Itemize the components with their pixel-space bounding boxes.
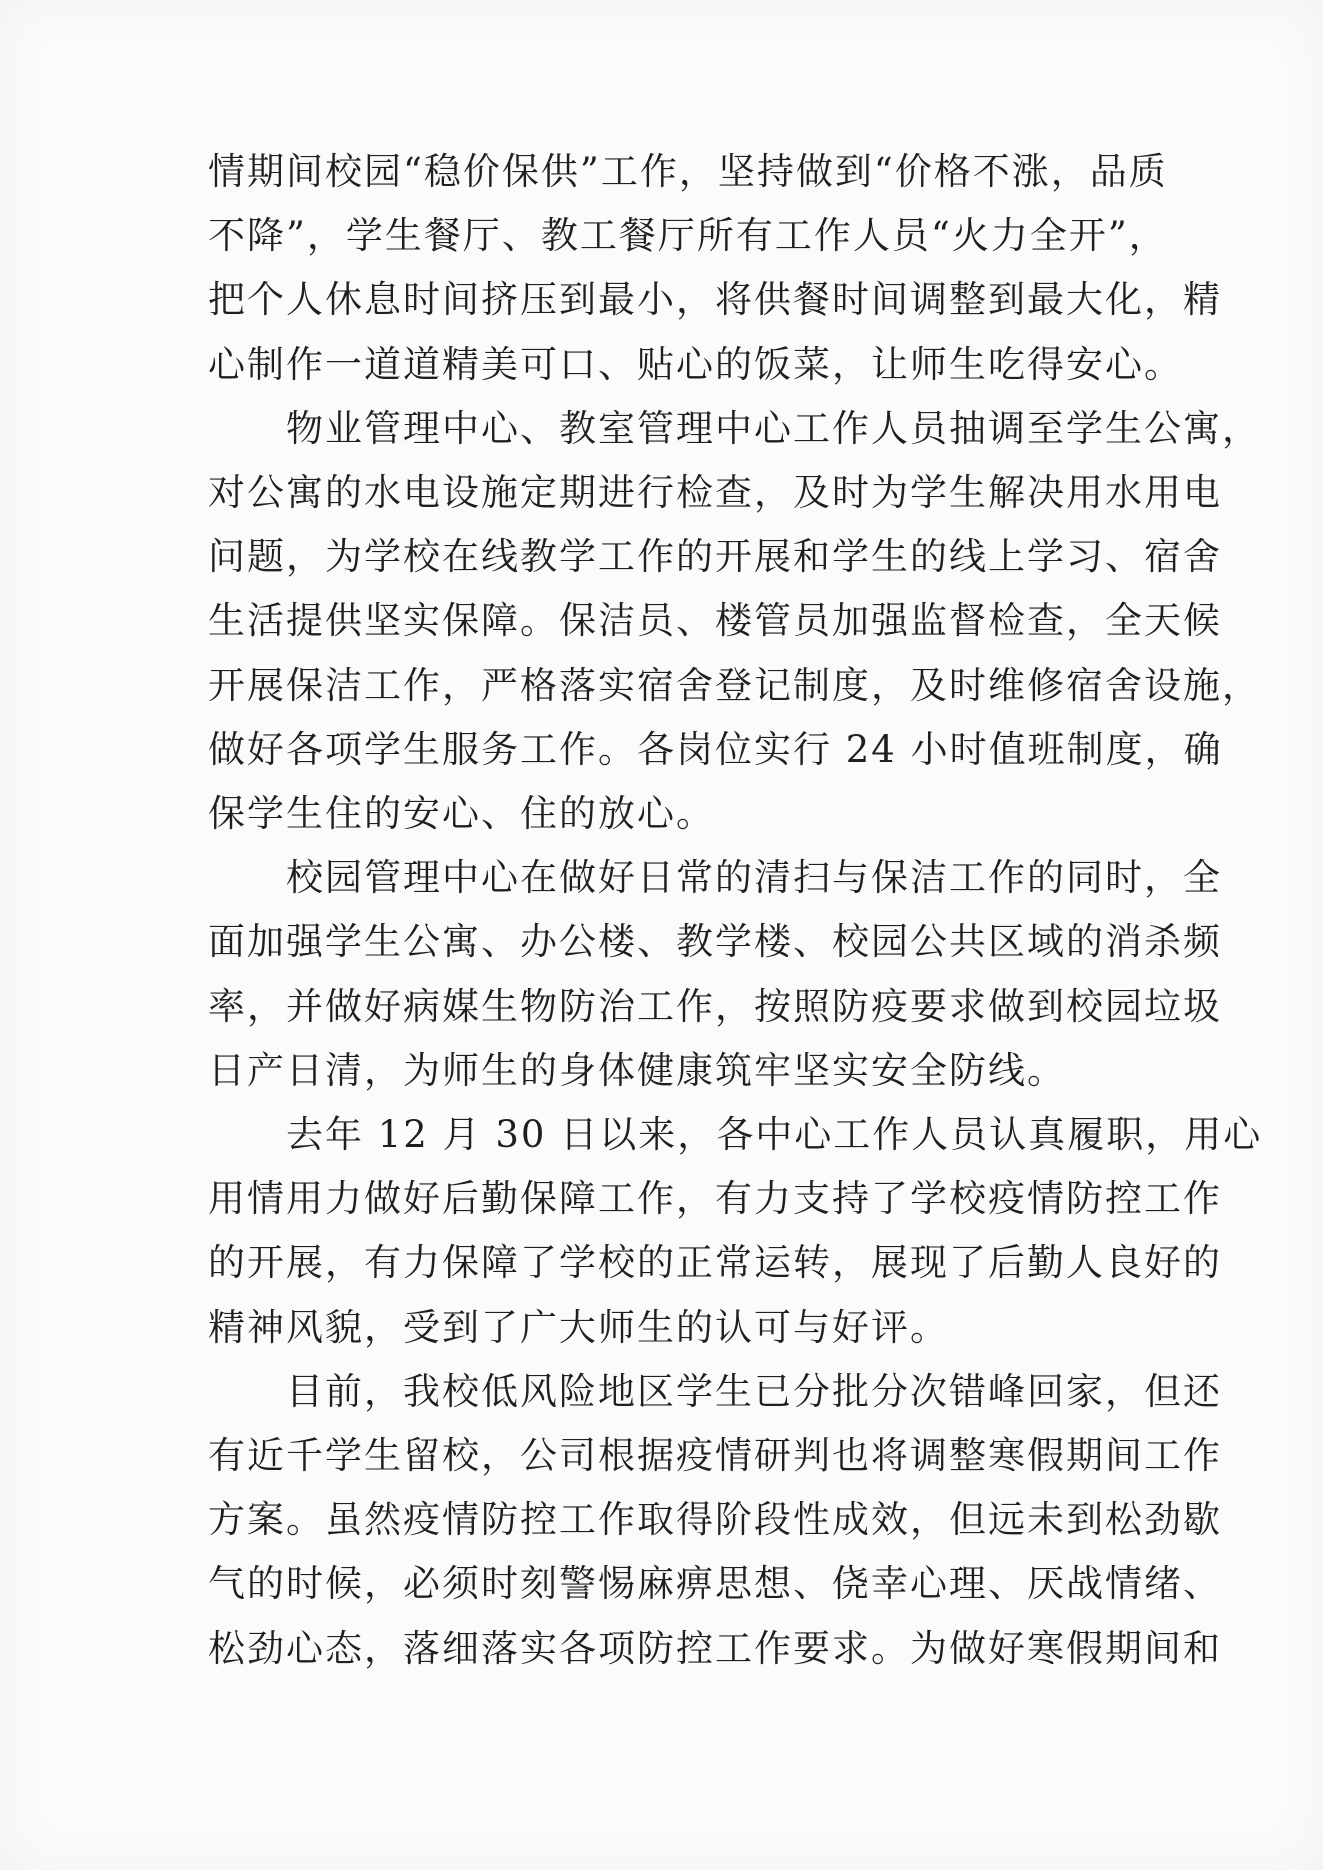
text-line: 对公寓的水电设施定期进行检查，及时为学生解决用水用电	[208, 471, 1222, 515]
text-line: 物业管理中心、教室管理中心工作人员抽调至学生公寓，	[208, 406, 1261, 450]
text-line: 去年 12 月 30 日以来，各中心工作人员认真履职，用心	[208, 1113, 1263, 1157]
text-line: 心制作一道道精美可口、贴心的饭菜，让师生吃得安心。	[208, 342, 1183, 386]
text-line: 把个人休息时间挤压到最小，将供餐时间调整到最大化，精	[208, 278, 1222, 322]
text-line: 有近千学生留校，公司根据疫情研判也将调整寒假期间工作	[208, 1434, 1222, 1478]
text-line: 精神风貌，受到了广大师生的认可与好评。	[208, 1305, 949, 1349]
text-line: 开展保洁工作，严格落实宿舍登记制度，及时维修宿舍设施，	[208, 663, 1261, 707]
text-line: 校园管理中心在做好日常的清扫与保洁工作的同时，全	[208, 856, 1222, 900]
text-line: 气的时候，必须时刻警惕麻痹思想、侥幸心理、厌战情绪、	[208, 1562, 1222, 1606]
text-line: 不降”，学生餐厅、教工餐厅所有工作人员“火力全开”，	[208, 214, 1168, 258]
text-line: 问题，为学校在线教学工作的开展和学生的线上学习、宿舍	[208, 535, 1222, 579]
text-line: 面加强学生公寓、办公楼、教学楼、校园公共区域的消杀频	[208, 920, 1222, 964]
text-line: 日产日清，为师生的身体健康筑牢坚实安全防线。	[208, 1048, 1066, 1092]
text-line: 松劲心态，落细落实各项防控工作要求。为做好寒假期间和	[208, 1626, 1222, 1670]
text-line: 做好各项学生服务工作。各岗位实行 24 小时值班制度，确	[208, 727, 1223, 771]
text-line: 情期间校园“稳价保供”工作，坚持做到“价格不涨，品质	[208, 150, 1168, 193]
text-line: 的开展，有力保障了学校的正常运转，展现了后勤人良好的	[208, 1241, 1222, 1285]
text-line: 率，并做好病媒生物防治工作，按照防疫要求做到校园垃圾	[208, 984, 1222, 1028]
text-line: 目前，我校低风险地区学生已分批分次错峰回家，但还	[208, 1369, 1222, 1413]
text-line: 方案。虽然疫情防控工作取得阶段性成效，但远未到松劲歇	[208, 1498, 1222, 1542]
text-line: 生活提供坚实保障。保洁员、楼管员加强监督检查，全天候	[208, 599, 1222, 643]
text-line: 保学生住的安心、住的放心。	[208, 792, 715, 836]
document-body	[208, 140, 1263, 1681]
text-line: 用情用力做好后勤保障工作，有力支持了学校疫情防控工作	[208, 1177, 1222, 1221]
